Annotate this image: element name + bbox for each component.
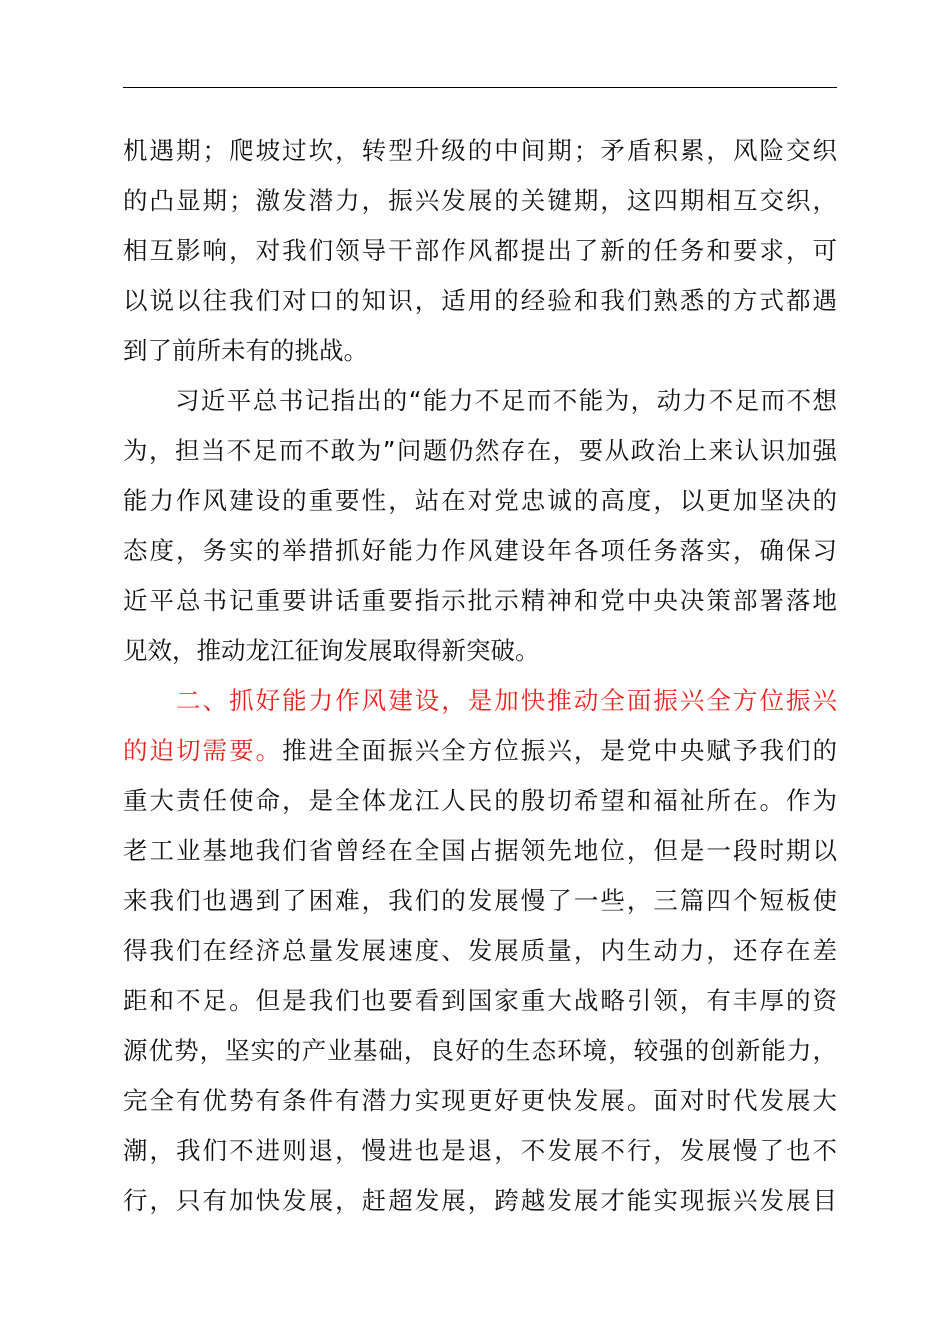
text-line: 距和不足。但是我们也要看到国家重大战略引领，有丰厚的资 — [123, 986, 837, 1015]
text-line: 老工业基地我们省曾经在全国占据领先地位，但是一段时期以 — [123, 836, 837, 865]
section-heading: 的迫切需要。 — [123, 736, 283, 765]
text-line: 的凸显期；激发潜力，振兴发展的关键期，这四期相互交织， — [123, 186, 837, 215]
text-line: 习近平总书记指出的“能力不足而不能为，动力不足而不想 — [123, 386, 837, 415]
text-line: 潮，我们不进则退，慢进也是退，不发展不行，发展慢了也不 — [123, 1136, 837, 1165]
text-line: 为，担当不足而不敢为”问题仍然存在，要从政治上来认识加强 — [123, 436, 837, 465]
text-line: 机遇期；爬坡过坎，转型升级的中间期；矛盾积累，风险交织 — [123, 136, 837, 165]
text-line: 能力作风建设的重要性，站在对党忠诚的高度，以更加坚决的 — [123, 486, 837, 515]
text-line: 源优势，坚实的产业基础，良好的生态环境，较强的创新能力， — [123, 1036, 837, 1065]
text-line: 的迫切需要。推进全面振兴全方位振兴，是党中央赋予我们的 — [123, 736, 838, 765]
text-line: 到了前所未有的挑战。 — [123, 336, 368, 365]
text-line: 完全有优势有条件有潜力实现更好更快发展。面对时代发展大 — [123, 1086, 837, 1115]
text-line: 见效，推动龙江征询发展取得新突破。 — [123, 636, 540, 665]
text-line: 来我们也遇到了困难，我们的发展慢了一些，三篇四个短板使 — [123, 886, 837, 915]
section-heading: 二、抓好能力作风建设，是加快推动全面振兴全方位振兴 — [123, 686, 837, 715]
header-rule — [123, 87, 837, 88]
section-heading-line — [123, 676, 837, 726]
text-line: 近平总书记重要讲话重要指示批示精神和党中央决策部署落地 — [123, 586, 837, 615]
text-line: 以说以往我们对口的知识，适用的经验和我们熟悉的方式都遇 — [123, 286, 837, 315]
document-body — [123, 126, 837, 1226]
text-line: 重大责任使命，是全体龙江人民的殷切希望和福祉所在。作为 — [123, 786, 837, 815]
text-line: 相互影响，对我们领导干部作风都提出了新的任务和要求，可 — [123, 236, 837, 265]
text-line: 行，只有加快发展，赶超发展，跨越发展才能实现振兴发展目 — [123, 1186, 837, 1215]
text-line: 态度，务实的举措抓好能力作风建设年各项任务落实，确保习 — [123, 536, 837, 565]
text-line: 得我们在经济总量发展速度、发展质量，内生动力，还存在差 — [123, 936, 837, 965]
